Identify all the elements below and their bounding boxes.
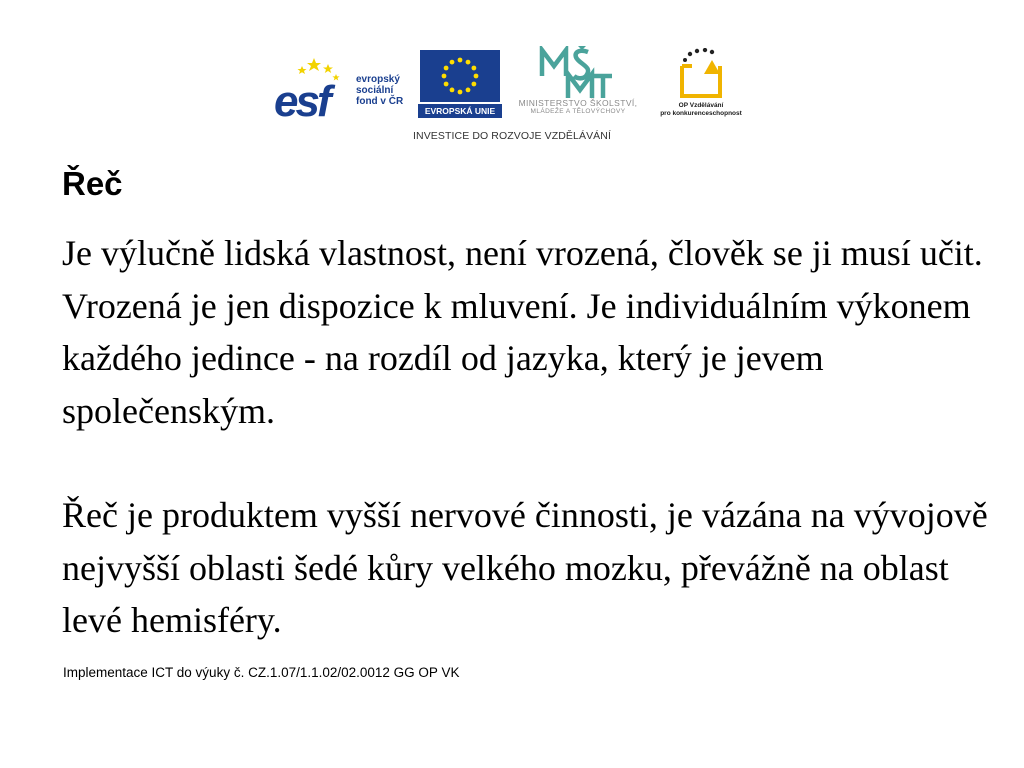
svg-text:esf: esf [274,77,329,118]
msmt-caption-line-2: MLÁDEŽE A TĚLOVÝCHOVY [530,108,626,115]
op-vk-logo [656,48,746,120]
esf-logo [274,50,414,116]
footer-note: Implementace ICT do výuky č. CZ.1.07/1.1.02/02.0012 GG OP VK [63,665,460,680]
esf-line-1: evropský [356,74,400,85]
paragraph-2: Řeč je produktem vyšší nervové činnosti, je vázána na vývojově nejvyšší oblasti šedé kůry velkého mozku, převážně na oblast levé hemisféry. [62,495,988,640]
msmt-logo-mark [538,46,614,100]
msmt-caption-line-1: MINISTERSTVO ŠKOLSTVÍ, [518,98,638,108]
op-caption-line-2: pro konkurenceschopnost [660,110,742,117]
slide-content [62,227,992,647]
esf-line-3: fond v ČR [356,96,404,107]
msmt-logo [508,46,648,118]
op-vk-logo-caption [656,102,746,118]
logo-strip [272,44,752,148]
eu-logo [418,50,502,116]
eu-logo-caption: EVROPSKÁ UNIE [418,104,502,118]
slide-title: Řeč [62,165,123,202]
msmt-logo-caption [508,98,648,116]
paragraph-1: Je výlučně lidská vlastnost, není vrozená, člověk se ji musí učit. Vrozená je jen dispozice k mluvení. Je individuálním výkonem každého jedince - na rozdíl od jazyka, který je jevem společenským. [62,233,983,431]
op-vk-logo-mark [678,48,724,100]
esf-logo-mark [274,56,352,118]
investice-tagline: INVESTICE DO ROZVOJE VZDĚLÁVÁNÍ [413,130,611,142]
esf-logo-text [356,74,403,107]
eu-flag-icon [420,50,500,102]
esf-line-2: sociální [356,85,394,96]
op-caption-line-1: OP Vzdělávání [678,102,724,109]
